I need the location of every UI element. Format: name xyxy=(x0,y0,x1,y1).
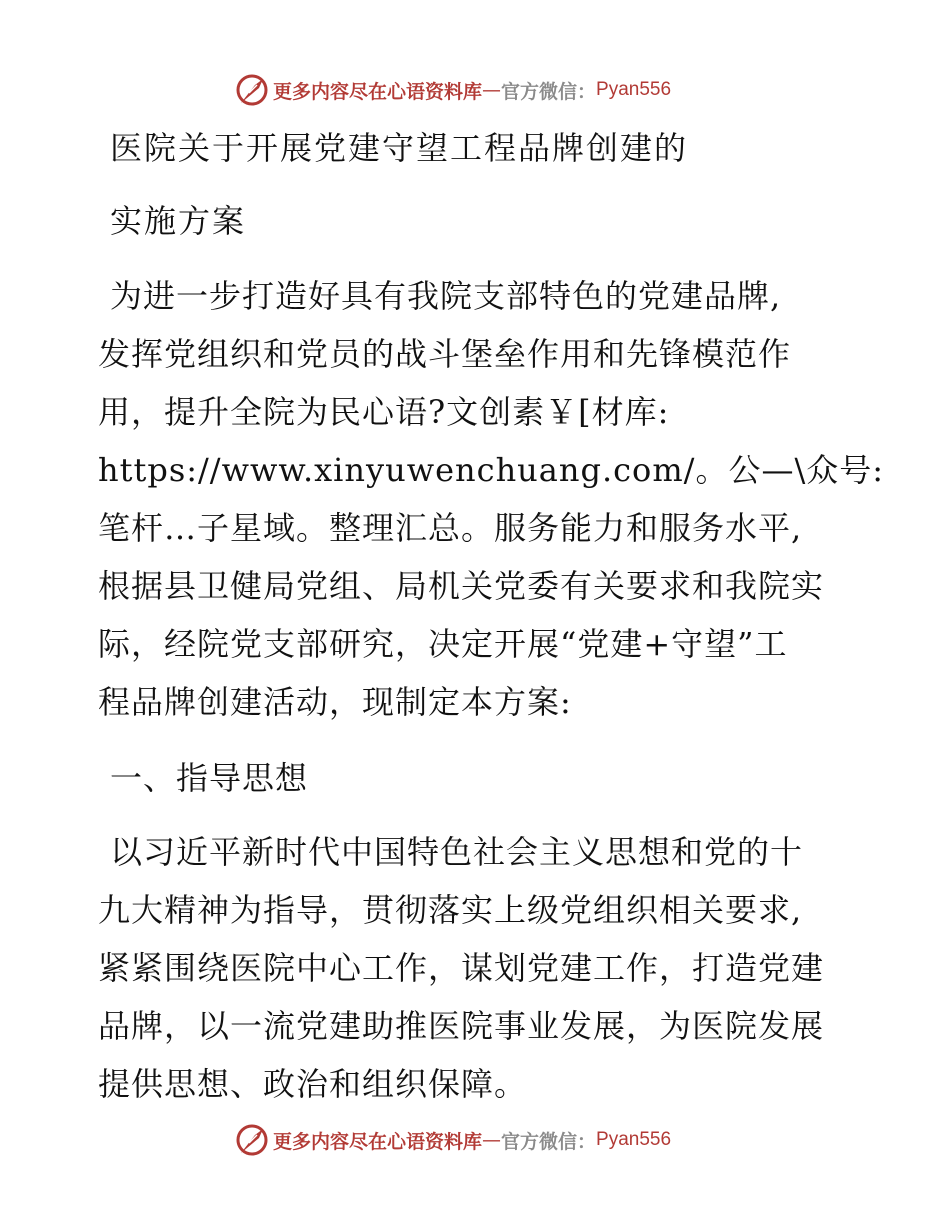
watermark-brand: 更多内容尽在心语资料库 xyxy=(273,80,483,103)
section-heading-guiding-ideology: 一、指导思想 xyxy=(110,759,309,797)
watermark-wechat-id: Pyan556 xyxy=(596,79,672,100)
paragraph-1-line: 根据县卫健局党组、局机关党委有关要求和我院实 xyxy=(98,567,825,605)
watermark-brand: 更多内容尽在心语资料库 xyxy=(273,1130,483,1153)
paragraph-2-line: 品牌，以一流党建助推医院事业发展，为医院发展 xyxy=(98,1007,825,1045)
paragraph-1-line: 笔杆…子星域。整理汇总。服务能力和服务水平, xyxy=(98,509,803,547)
paragraph-2-line: 九大精神为指导，贯彻落实上级党组织相关要求, xyxy=(98,891,803,929)
paragraph-1-line: https://www.xinyuwenchuang.com/。公—\众号: xyxy=(98,451,885,489)
paragraph-1-line: 程品牌创建活动，现制定本方案: xyxy=(98,683,572,721)
watermark-dash: — xyxy=(482,1129,502,1151)
paragraph-1-line: 为进一步打造好具有我院支部特色的党建品牌, xyxy=(110,277,782,315)
quill-pen-circle-icon xyxy=(235,73,269,107)
document-title-line-1: 医院关于开展党建守望工程品牌创建的 xyxy=(110,129,689,167)
watermark-banner-top xyxy=(235,70,715,110)
watermark-wechat-id: Pyan556 xyxy=(596,1129,672,1150)
paragraph-1-line: 发挥党组织和党员的战斗堡垒作用和先锋模范作 xyxy=(98,335,792,373)
paragraph-2-line: 紧紧围绕医院中心工作，谋划党建工作，打造党建 xyxy=(98,949,825,987)
paragraph-1-line: 用，提升全院为民心语?文创素￥[材库: xyxy=(98,393,670,431)
document-title-line-2: 实施方案 xyxy=(110,202,247,240)
paragraph-2-line: 提供思想、政治和组织保障。 xyxy=(98,1065,528,1103)
watermark-official-label: 官方微信： xyxy=(501,80,597,103)
paragraph-2-line: 以习近平新时代中国特色社会主义思想和党的十 xyxy=(110,833,804,871)
watermark-dash: — xyxy=(482,79,502,101)
paragraph-1-line: 际，经院党支部研究，决定开展“党建+守望”工 xyxy=(98,625,788,663)
quill-pen-circle-icon xyxy=(235,1123,269,1157)
watermark-banner-bottom xyxy=(235,1120,715,1160)
watermark-official-label: 官方微信： xyxy=(501,1130,597,1153)
